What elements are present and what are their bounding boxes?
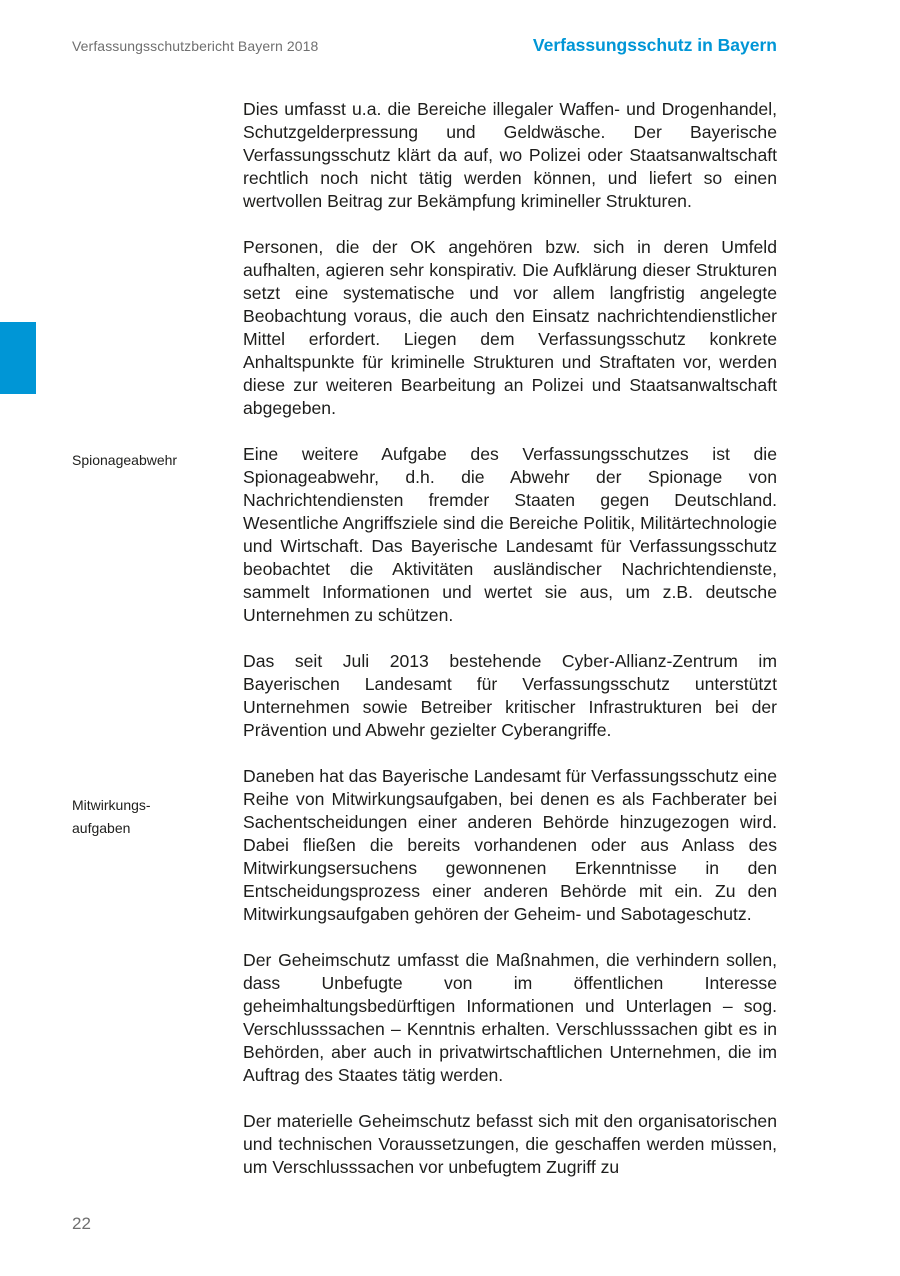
- paragraph-ok-bereiche: Dies umfasst u.a. die Bereiche illegaler Waffen- und Drogenhandel, Schutzgelderpressung und Geldwäsche. Der Bayerische Verfassungsschutz klärt da auf, wo Polizei oder Staatsanwaltschaft rechtlich noch nicht tätig werden können, und liefert so einen wertvollen Beitrag zur Bekämpfung krimineller Strukturen.: [243, 99, 777, 211]
- paragraph-spionageabwehr: Eine weitere Aufgabe des Verfassungsschutzes ist die Spionageabwehr, d.h. die Abwehr der Spionage von Nachrichtendiensten fremder Staaten gegen Deutschland. Wesentliche Angriffsziele sind die Bereiche Politik, Militärtechnologie und Wirtschaft. Das Bayerische Landesamt für Verfassungsschutz beobachtet die Aktivitäten ausländischer Nachrichtendienste, sammelt Informationen und wertet sie aus, um z.B. deutsche Unternehmen zu schützen.: [243, 444, 777, 625]
- body-text-column: [243, 98, 777, 1202]
- paragraph-materieller-geheimschutz: Der materielle Geheimschutz befasst sich mit den organisatorischen und technischen Voraussetzungen, die geschaffen werden müssen, um Verschlusssachen vor unbefugtem Zugriff zu: [243, 1111, 777, 1177]
- margin-note-spionageabwehr: [72, 449, 177, 472]
- running-header-left: Verfassungsschutzbericht Bayern 2018: [72, 38, 319, 54]
- chapter-marker-tab: [0, 322, 36, 394]
- running-header-section-title: Verfassungsschutz in Bayern: [532, 35, 777, 55]
- margin-note-line-1: Mitwirkungs-: [72, 797, 151, 813]
- margin-note-text: Spionageabwehr: [72, 452, 178, 468]
- page-number: 22: [72, 1214, 91, 1233]
- paragraph-mitwirkungsaufgaben: Daneben hat das Bayerische Landesamt für Verfassungsschutz eine Reihe von Mitwirkungsaufgaben, bei denen es als Fachberater bei Sachentscheidungen einer anderen Behörde hinzugezogen wird. Dabei fließen die bereits vorhandenen oder aus Anlass des Mitwirkungsersuchens gewonnenen Erkenntnisse in den Entscheidungsprozess einer anderen Behörde mit ein. Zu den Mitwirkungsaufgaben gehören der Geheim- und Sabotageschutz.: [243, 766, 778, 924]
- margin-note-line-2: aufgaben: [72, 820, 131, 836]
- paragraph-cyber-allianz: Das seit Juli 2013 bestehende Cyber-Allianz-Zentrum im Bayerischen Landesamt für Verfassungsschutz unterstützt Unternehmen sowie Betreiber kritischer Infrastrukturen bei der Prävention und Abwehr gezielter Cyberangriffe.: [243, 651, 777, 740]
- margin-note-mitwirkungsaufgaben: [72, 794, 151, 840]
- paragraph-geheimschutz: Der Geheimschutz umfasst die Maßnahmen, die verhindern sollen, dass Unbefugte von im öffentlichen Interesse geheimhaltungsbedürftigen Informationen und Unterlagen – sog. Verschlusssachen – Kenntnis erhalten. Verschlusssachen gibt es in Behörden, aber auch in privatwirtschaftlichen Unternehmen, die im Auftrag des Staates tätig werden.: [243, 950, 777, 1085]
- paragraph-ok-personen: Personen, die der OK angehören bzw. sich in deren Umfeld aufhalten, agieren sehr konspirativ. Die Aufklärung dieser Strukturen setzt eine systematische und vor allem langfristig angelegte Beobachtung voraus, die auch den Einsatz nachrichtendienstlicher Mittel erfordert. Liegen dem Verfassungsschutz konkrete Anhaltspunkte für kriminelle Strukturen und Straftaten vor, werden diese zur weiteren Bearbeitung an Polizei und Staatsanwaltschaft abgegeben.: [243, 237, 777, 418]
